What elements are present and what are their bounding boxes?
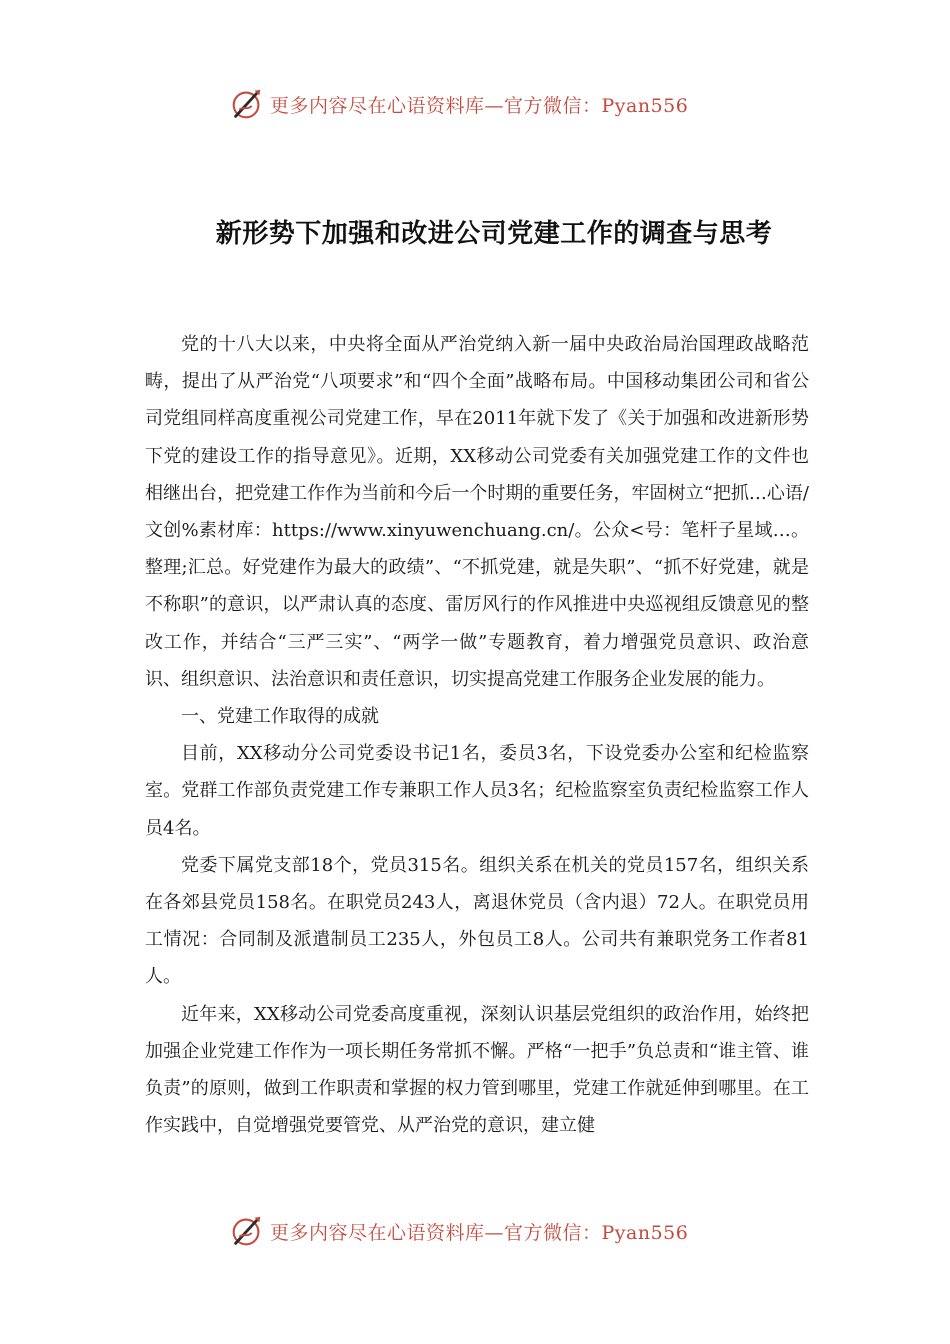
header-banner <box>228 84 688 124</box>
paragraph: 目前，XX移动分公司党委设书记1名，委员3名，下设党委办公室和纪检监察室。党群工作部负责党建工作专兼职工作人员3名；纪检监察室负责纪检监察工作人员4名。 <box>145 743 809 839</box>
header-banner-text: 更多内容尽在心语资料库—官方微信：Pyan556 <box>270 94 689 117</box>
pen-circle-logo-icon <box>228 85 266 123</box>
paragraph-intro: 党的十八大以来，中央将全面从严治党纳入新一届中央政治局治国理政战略范畴，提出了从严治党“八项要求”和“四个全面”战略布局。中国移动集团公司和省公司党组同样高度重视公司党建工作，早在2011年就下发了《关于加强和改进新形势下党的建设工作的指导意见》。近期，XX移动公司党委有关加强党建工作的文件也相继出台，把党建工作作为当前和今后一个时期的重要任务，牢固树立“把抓…心语/文创%素材库：https://www.xinyuwenchuang.cn/。公众<号：笔杆子星域…。整理;汇总。好党建作为最大的政绩”、“不抓党建，就是失职”、“抓不好党建，就是不称职”的意识，以严肃认真的态度、雷厉风行的作风推进中央巡视组反馈意见的整改工作，并结合“三严三实”、“两学一做”专题教育，着力增强党员意识、政治意识、组织意识、法治意识和责任意识，切实提高党建工作服务企业发展的能力。 <box>145 334 809 690</box>
footer-banner <box>228 1211 688 1251</box>
document-body <box>145 326 809 1144</box>
pen-circle-logo-icon <box>228 1212 266 1250</box>
paragraph: 党委下属党支部18个，党员315名。组织关系在机关的党员157名，组织关系在各郊县党员158名。在职党员243人，离退休党员（含内退）72人。在职党员用工情况：合同制及派遣制员工235人，外包员工8人。公司共有兼职党务工作者81人。 <box>145 854 809 988</box>
document-title: 新形势下加强和改进公司党建工作的调查与思考 <box>215 219 773 249</box>
footer-banner-text: 更多内容尽在心语资料库—官方微信：Pyan556 <box>270 1221 689 1244</box>
paragraph: 近年来，XX移动公司党委高度重视，深刻认识基层党组织的政治作用，始终把加强企业党建工作作为一项长期任务常抓不懈。严格“一把手”负总责和“谁主管、谁负责”的原则，做到工作职责和掌握的权力管到哪里，党建工作就延伸到哪里。在工作实践中，自觉增强党要管党、从严治党的意识，建立健 <box>145 1003 809 1137</box>
section-heading: 一、党建工作取得的成就 <box>181 706 379 728</box>
